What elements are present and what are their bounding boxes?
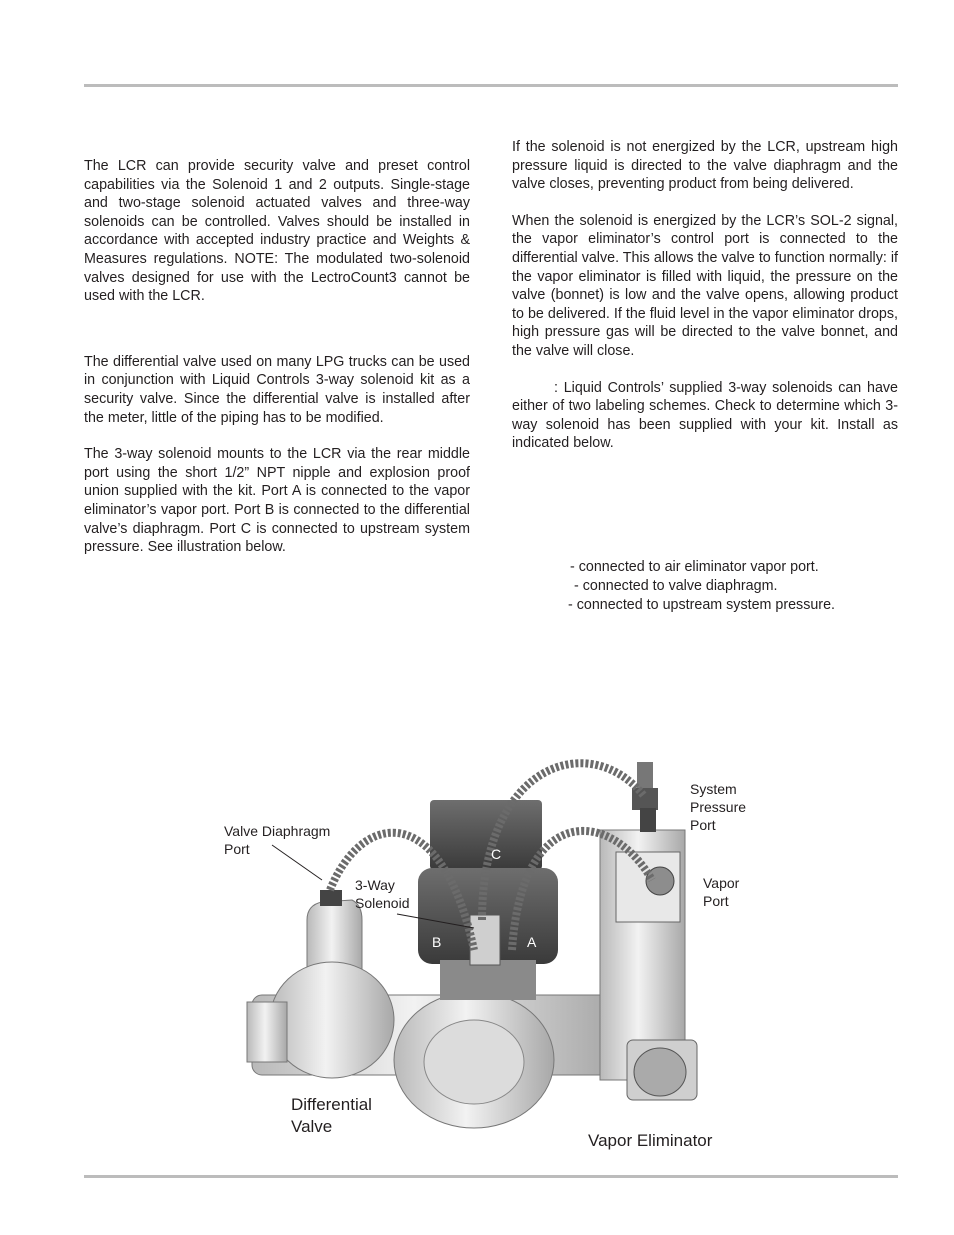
port-a-marker: A: [527, 934, 537, 950]
port-c-marker: C: [491, 846, 502, 862]
three-way-solenoid-label: 3-Way Solenoid: [355, 877, 410, 911]
valve-diaphragm-port-label: Valve Diaphragm Port: [224, 823, 331, 857]
port-a-connection: - connected to air eliminator vapor port.: [570, 559, 819, 575]
paragraph-not-energized: If the solenoid is not energized by the LCR, upstream high pressure liquid is directed to the valve diaphragm and the valve closes, preventing product from being delivered.: [512, 139, 898, 193]
vapor-port-label: Vapor Port: [703, 875, 740, 909]
paragraph-security-intro: The LCR can provide security valve and preset control capabilities via the Solenoid 1 and 2 outputs. Single-stage and two-stage solenoid actuated valves and three-way solenoids can be controlled. Valves should be installed in accordance with accepted industry practice and Weights & Measures regulations. NOTE: The modulated two-solenoid valves designed for use with the LectroCount3 cannot be used with the LCR.: [84, 158, 470, 305]
paragraph-differential-valve: The differential valve used on many LPG trucks can be used in conjunction with Liquid Controls 3-way solenoid kit as a security valve. Since the differential valve is installed after the meter, little of the piping has to be modified.: [84, 353, 470, 426]
differential-valve-label: Differential Valve: [291, 1095, 372, 1136]
port-b-connection: - connected to valve diaphragm.: [574, 578, 778, 594]
port-b-marker: B: [432, 934, 442, 950]
top-rule: [84, 84, 898, 87]
port-connection-list: [512, 558, 898, 615]
bottom-rule: [84, 1175, 898, 1178]
left-column: [84, 157, 470, 557]
system-pressure-port-label: System Pressure Port: [690, 781, 747, 833]
paragraph-labeling-note: : Liquid Controls’ supplied 3-way solenoids can have either of two labeling schemes. Check to determine which 3-way solenoid has been supplied with your kit. Install as indicated below.: [512, 379, 898, 452]
valve-assembly-figure: [212, 740, 772, 1160]
port-c-connection: - connected to upstream system pressure.: [568, 597, 835, 613]
paragraph-solenoid-mount: The 3-way solenoid mounts to the LCR via the rear middle port using the short 1/2” NPT nipple and explosion proof union supplied with the kit. Port A is connected to the vapor eliminator’s vapor port. Port B is connected to the differential valve’s diaphragm. Port C is connected to upstream system pressure. See illustration below.: [84, 446, 470, 556]
right-column: [512, 138, 898, 453]
paragraph-energized: When the solenoid is energized by the LCR’s SOL-2 signal, the vapor eliminator’s control port is connected to the differential valve. This allows the valve to function normally: if the vapor eliminator is filled with liquid, the pressure on the valve (bonnet) is low and the valve opens, allowing product to be delivered. If the fluid level in the vapor eliminator drops, high pressure gas will be directed to the valve bonnet, and the valve will close.: [512, 212, 898, 359]
vapor-eliminator-label: Vapor Eliminator: [588, 1131, 713, 1150]
